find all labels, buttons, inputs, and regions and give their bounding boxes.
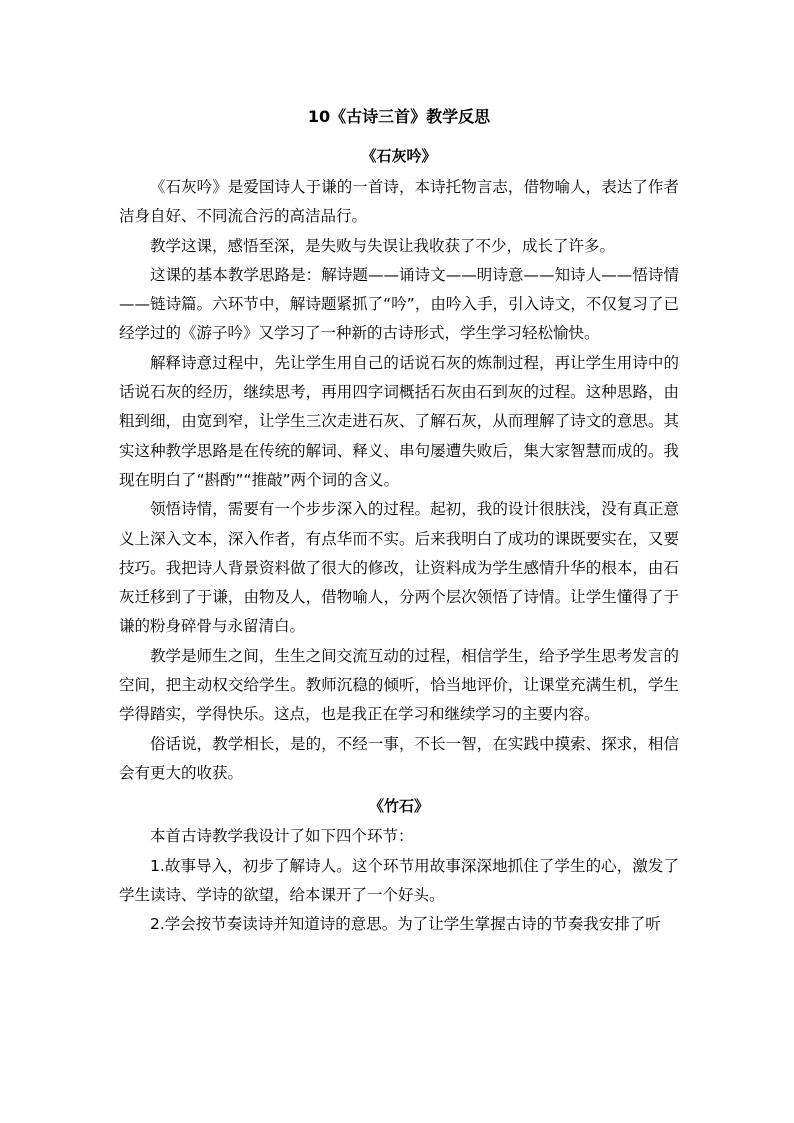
document-title: 10《古诗三首》教学反思 (307, 107, 491, 126)
paragraph: 这课的基本教学思路是：解诗题——诵诗文——明诗意——知诗人——悟诗情——链诗篇。六环节中，解诗题紧抓了“吟”，由吟入手，引入诗文，不仅复习了已经学过的《游子吟》又学习了一种新的古诗形式，学生学习轻松愉快。 (119, 265, 679, 343)
section-heading-zhushi: 《竹石》 (368, 797, 429, 816)
paragraph: 本首古诗教学我设计了如下四个环节： (150, 827, 414, 846)
document-content (119, 104, 679, 939)
paragraph: 2.学会按节奏读诗并知道诗的意思。为了让学生掌握古诗的节奏我安排了听 (150, 915, 661, 934)
paragraph: 解释诗意过程中，先让学生用自己的话说石灰的炼制过程，再让学生用诗中的话说石灰的经历，继续思考，再用四字词概括石灰由石到灰的过程。这种思路，由粗到细，由宽到窄，让学生三次走进石灰、了解石灰，从而理解了诗文的意思。其实这种教学思路是在传统的解词、释义、串句屡遭失败后，集大家智慧而成的。我现在明白了“斟酌”“推敲”两个词的含义。 (119, 353, 679, 489)
paragraph: 教学这课，感悟至深，是失败与失误让我收获了不少，成长了许多。 (150, 236, 616, 255)
section-heading-shihuiyin: 《石灰吟》 (361, 147, 437, 165)
paragraph: 《石灰吟》是爱国诗人于谦的一首诗，本诗托物言志，借物喻人，表达了作者洁身自好、不同流合污的高洁品行。 (119, 178, 679, 226)
paragraph: 领悟诗情，需要有一个步步深入的过程。起初，我的设计很肤浅，没有真正意义上深入文本，深入作者，有点华而不实。后来我明白了成功的课既要实在，又要技巧。我把诗人背景资料做了很大的修改，让资料成为学生感情升华的根本，由石灰迁移到了于谦，由物及人，借物喻人，分两个层次领悟了诗情。让学生懂得了于谦的粉身碎骨与永留清白。 (119, 500, 679, 636)
paragraph: 1.故事导入，初步了解诗人。这个环节用故事深深地抓住了学生的心，激发了学生读诗、学诗的欲望，给本课开了一个好头。 (119, 856, 679, 904)
paragraph: 教学是师生之间，生生之间交流互动的过程，相信学生，给予学生思考发言的空间，把主动权交给学生。教师沉稳的倾听，恰当地评价，让课堂充满生机，学生学得踏实，学得快乐。这点，也是我正在学习和继续学习的主要内容。 (119, 646, 679, 724)
paragraph: 俗话说，教学相长，是的，不经一事，不长一智，在实践中摸索、探求，相信会有更大的收获。 (119, 734, 679, 782)
